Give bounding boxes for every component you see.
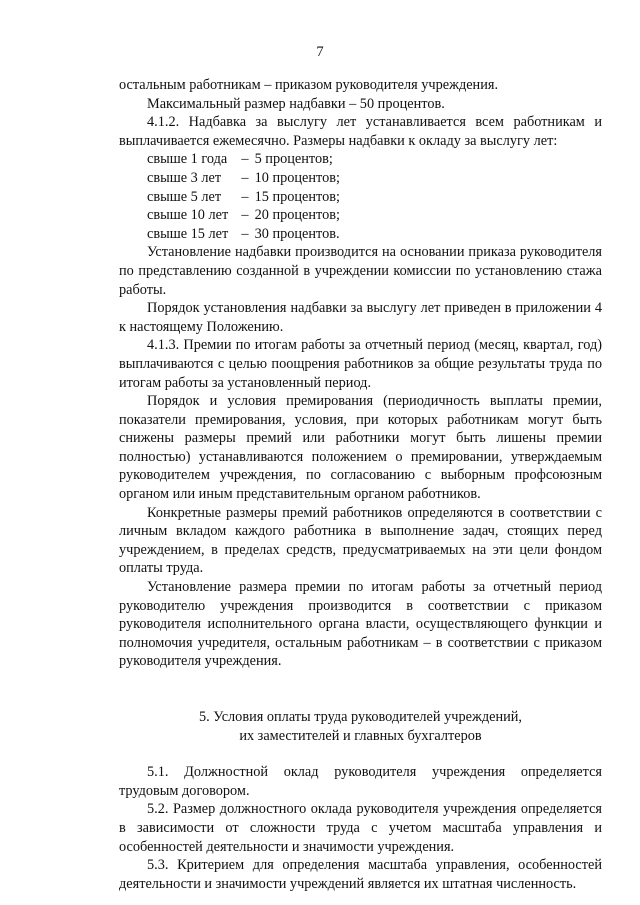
section-heading bbox=[119, 708, 602, 745]
list-item bbox=[147, 150, 602, 169]
page-number: 7 bbox=[316, 44, 324, 60]
list-period: свыше 10 лет bbox=[147, 207, 229, 224]
list-item bbox=[147, 188, 602, 207]
paragraph: Установление размера премии по итогам работы за отчетный период руководителю учреждения производится в соответствии с приказом руководителя исполнительного органа власти, осуществляющего функции и полномочия учредителя, остальным работникам – в соответствии с приказом руководителя учреждения. bbox=[119, 579, 602, 670]
list-period: свыше 5 лет bbox=[147, 188, 222, 205]
paragraph: Порядок и условия премирования (периодичность выплаты премии, показатели премирования, условия, при которых работникам могут быть снижены размеры премий или работники могут быть лишены премии полностью) устанавливаются положением о премировании, утверждаемым руководителем учреждения, по согласованию с выборным профсоюзным органом или иным представительным органом работников. bbox=[119, 393, 602, 503]
list-value: 15 процентов; bbox=[254, 188, 340, 205]
paragraph: остальным работникам – приказом руководителя учреждения. bbox=[119, 77, 499, 93]
list-value: 5 процентов; bbox=[254, 151, 333, 168]
paragraph: Установление надбавки производится на основании приказа руководителя по представлению созданной в учреждении комиссии по установлению стажа работы. bbox=[119, 244, 602, 298]
paragraph: 5.2. Размер должностного оклада руководителя учреждения определяется в зависимости от сложности труда с учетом масштаба управления и особенностей деятельности и значимости учреждения. bbox=[119, 801, 602, 855]
section-heading-line2: их заместителей и главных бухгалтеров bbox=[239, 727, 482, 744]
list-item bbox=[147, 206, 602, 225]
list-item bbox=[147, 225, 602, 244]
section-heading-line1: 5. Условия оплаты труда руководителей учреждений, bbox=[199, 709, 522, 725]
paragraph: 4.1.2. Надбавка за выслугу лет устанавливается всем работникам и выплачивается ежемесячно. Размеры надбавки к окладу за выслугу лет: bbox=[119, 114, 602, 149]
paragraph: Конкретные размеры премий работников определяются в соответствии с личным вкладом каждого работника в выполнение задач, стоящих перед учреждением, в пределах средств, предусматриваемых на эти цели фондом оплаты труда. bbox=[119, 504, 602, 577]
list-dash: – bbox=[241, 207, 249, 224]
list-item bbox=[147, 169, 602, 188]
list-period: свыше 3 лет bbox=[147, 169, 222, 186]
paragraph: Порядок установления надбавки за выслугу лет приведен в приложении 4 к настоящему Положению. bbox=[119, 300, 602, 335]
paragraph: 4.1.3. Премии по итогам работы за отчетный период (месяц, квартал, год) выплачиваются с целью поощрения работников за общие результаты труда по итогам работы за установленный период. bbox=[119, 337, 602, 391]
paragraph: Максимальный размер надбавки – 50 процентов. bbox=[147, 95, 445, 112]
list-value: 30 процентов. bbox=[254, 225, 340, 242]
list-dash: – bbox=[241, 151, 249, 168]
list-value: 20 процентов; bbox=[254, 207, 340, 224]
list-dash: – bbox=[241, 169, 249, 186]
list-period: свыше 1 года bbox=[147, 151, 228, 168]
document-body bbox=[119, 76, 602, 893]
list-dash: – bbox=[241, 225, 249, 242]
paragraph: 5.3. Критерием для определения масштаба управления, особенностей деятельности и значимости учреждений является их штатная численность. bbox=[119, 857, 602, 892]
list-value: 10 процентов; bbox=[254, 169, 340, 186]
list-dash: – bbox=[241, 188, 249, 205]
paragraph: 5.1. Должностной оклад руководителя учреждения определяется трудовым договором. bbox=[119, 764, 602, 799]
list-period: свыше 15 лет bbox=[147, 225, 229, 242]
seniority-list bbox=[119, 150, 602, 243]
